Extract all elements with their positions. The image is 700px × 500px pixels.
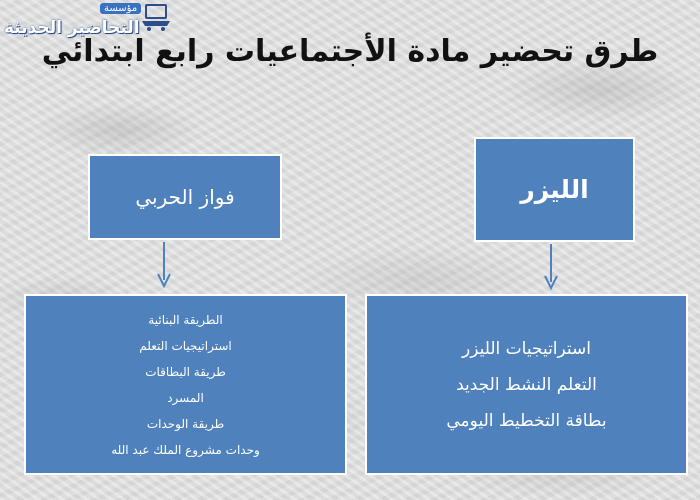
right-item: استراتيجيات الليزر <box>462 338 592 359</box>
laptop-cart-icon <box>140 2 174 32</box>
left-items-box <box>24 294 347 475</box>
left-down-arrow <box>156 242 172 290</box>
right-heading-box <box>474 137 635 242</box>
left-heading-label: فواز الحربي <box>135 185 235 209</box>
left-item: طريقة البطاقات <box>145 364 226 379</box>
right-down-arrow <box>543 244 559 292</box>
left-item: المسرد <box>167 390 204 405</box>
left-item: طريقة الوحدات <box>146 416 225 431</box>
logo-name: التحاضير الحديثة <box>4 18 140 38</box>
right-item: بطاقة التخطيط اليومي <box>446 410 607 431</box>
left-item: الطريقة البنائية <box>148 312 223 327</box>
right-heading-label: الليزر <box>520 175 589 204</box>
right-item: التعلم النشط الجديد <box>456 374 597 395</box>
right-items-box <box>365 294 688 475</box>
left-heading-box <box>88 154 282 240</box>
left-item: وحدات مشروع الملك عبد الله <box>111 442 260 457</box>
logo-small-label: مؤسسة <box>100 3 141 14</box>
page-title: طرق تحضير مادة الأجتماعيات رابع ابتدائي <box>41 34 659 69</box>
left-item: استراتيجيات التعلم <box>139 338 232 353</box>
